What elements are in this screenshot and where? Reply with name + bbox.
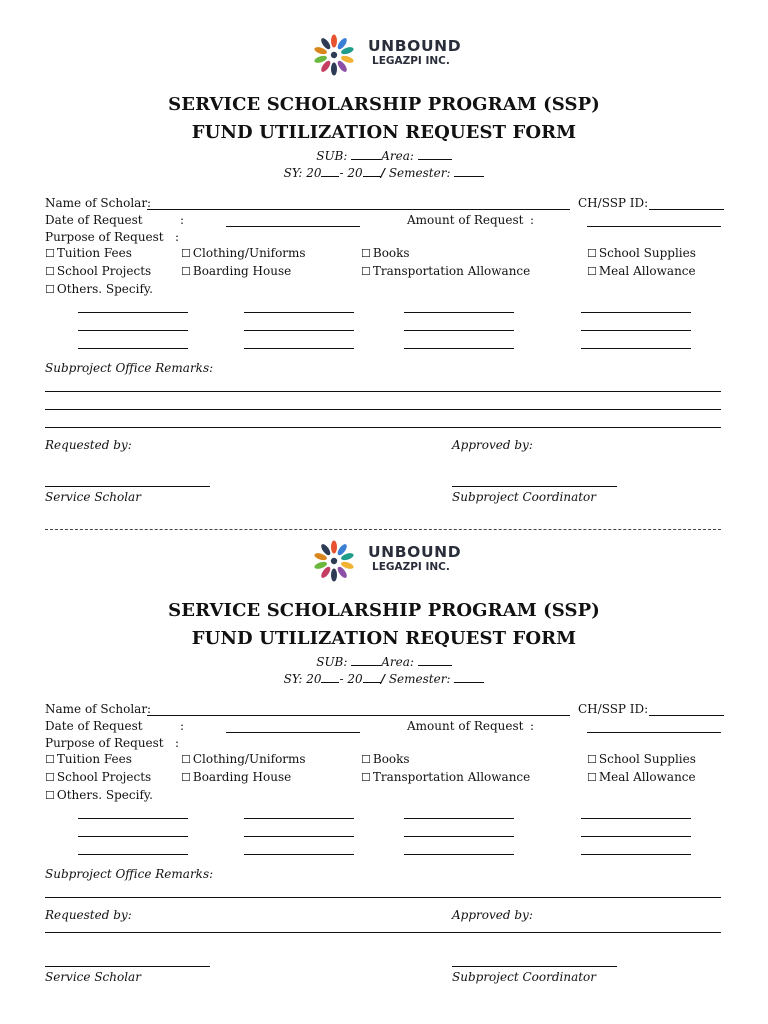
- date-of-request-label: Date of Request: [45, 719, 143, 733]
- sub-label: SUB:: [316, 149, 348, 163]
- date-colon: :: [180, 719, 185, 733]
- area-label: Area:: [381, 149, 414, 163]
- semester-label: Semester:: [388, 166, 451, 180]
- specify-field[interactable]: [244, 330, 354, 331]
- ch-ssp-id-field[interactable]: [649, 209, 724, 210]
- option-label: Books: [372, 246, 410, 260]
- logo-subname: LEGAZPI INC.: [372, 561, 450, 573]
- specify-field[interactable]: [581, 330, 691, 331]
- scholar-signature-line[interactable]: [45, 966, 210, 967]
- checkbox-icon[interactable]: ☐: [181, 247, 191, 260]
- remarks-line[interactable]: [45, 391, 721, 392]
- date-of-request-label: Date of Request: [45, 213, 143, 227]
- specify-field[interactable]: [581, 818, 691, 819]
- option-label: School Projects: [56, 770, 152, 784]
- area-field[interactable]: [418, 149, 452, 160]
- cut-line-divider: [45, 529, 721, 530]
- option-label: Meal Allowance: [598, 770, 696, 784]
- amount-of-request-label: Amount of Request: [407, 213, 524, 227]
- option-label: Clothing/Uniforms: [192, 752, 306, 766]
- checkbox-icon[interactable]: ☐: [587, 247, 597, 260]
- name-of-scholar-field[interactable]: [147, 209, 570, 210]
- scholar-signature-line[interactable]: [45, 486, 210, 487]
- option-label: Boarding House: [192, 770, 292, 784]
- remarks-line[interactable]: [45, 427, 721, 428]
- specify-field[interactable]: [78, 854, 188, 855]
- sy-end-field[interactable]: [363, 672, 381, 683]
- amount-of-request-field[interactable]: [587, 226, 721, 227]
- option-label: Transportation Allowance: [372, 770, 531, 784]
- specify-field[interactable]: [244, 854, 354, 855]
- amount-of-request-label: Amount of Request: [407, 719, 524, 733]
- checkbox-icon[interactable]: ☐: [361, 265, 371, 278]
- checkbox-icon[interactable]: ☐: [45, 789, 55, 802]
- option-books[interactable]: [361, 752, 410, 767]
- name-of-scholar-field[interactable]: [147, 715, 570, 716]
- specify-field[interactable]: [78, 312, 188, 313]
- semester-label: Semester:: [388, 672, 451, 686]
- requested-by-label: Requested by:: [45, 438, 132, 452]
- logo-name: UNBOUND: [368, 37, 462, 55]
- checkbox-icon[interactable]: ☐: [45, 247, 55, 260]
- checkbox-icon[interactable]: ☐: [587, 265, 597, 278]
- approved-by-label: Approved by:: [452, 908, 533, 922]
- amount-colon: :: [530, 719, 535, 733]
- logo-subname: LEGAZPI INC.: [372, 55, 450, 67]
- checkbox-icon[interactable]: ☐: [361, 247, 371, 260]
- option-label: Transportation Allowance: [372, 264, 531, 278]
- remarks-line[interactable]: [45, 932, 721, 933]
- specify-field[interactable]: [404, 836, 514, 837]
- area-field[interactable]: [418, 655, 452, 666]
- sub-area-row: [0, 655, 768, 669]
- option-label: Clothing/Uniforms: [192, 246, 306, 260]
- checkbox-icon[interactable]: ☐: [181, 753, 191, 766]
- unbound-flower-icon: [308, 30, 360, 80]
- sy-end-field[interactable]: [363, 166, 381, 177]
- specify-field[interactable]: [244, 348, 354, 349]
- logo-top: [308, 30, 473, 80]
- option-clothing-uniforms[interactable]: [181, 752, 306, 767]
- service-scholar-caption: Service Scholar: [45, 490, 141, 504]
- sy-semester-row: SY: 20 - 20 / Semester:: [0, 672, 768, 686]
- option-others-specify[interactable]: [45, 788, 153, 803]
- purpose-colon: :: [175, 230, 180, 244]
- specify-field[interactable]: [581, 312, 691, 313]
- name-of-scholar-label: Name of Scholar:: [45, 702, 152, 716]
- form-title-line2: FUND UTILIZATION REQUEST FORM: [191, 628, 577, 649]
- logo-name: UNBOUND: [368, 543, 462, 561]
- coordinator-signature-line[interactable]: [452, 486, 617, 487]
- service-scholar-caption: Service Scholar: [45, 970, 141, 984]
- specify-field[interactable]: [78, 836, 188, 837]
- amount-of-request-field[interactable]: [587, 732, 721, 733]
- option-label: Others. Specify.: [56, 282, 153, 296]
- approved-by-label: Approved by:: [452, 438, 533, 452]
- sy-semester-row: SY: 20 - 20 / Semester:: [0, 166, 768, 180]
- option-boarding-house[interactable]: [181, 770, 291, 785]
- option-tuition-fees[interactable]: [45, 752, 132, 767]
- sy-label: SY: 20: [283, 672, 322, 686]
- subproject-coordinator-caption: Subproject Coordinator: [452, 970, 597, 984]
- logo-bottom: [308, 536, 473, 586]
- specify-field[interactable]: [404, 330, 514, 331]
- checkbox-icon[interactable]: ☐: [361, 771, 371, 784]
- specify-field[interactable]: [404, 854, 514, 855]
- option-meal-allowance[interactable]: [587, 770, 696, 785]
- sy-start-field[interactable]: [321, 166, 339, 177]
- option-label: School Projects: [56, 264, 152, 278]
- checkbox-icon[interactable]: ☐: [181, 265, 191, 278]
- name-of-scholar-label: Name of Scholar:: [45, 196, 152, 210]
- option-label: Tuition Fees: [56, 246, 132, 260]
- specify-field[interactable]: [581, 348, 691, 349]
- option-label: Tuition Fees: [56, 752, 132, 766]
- checkbox-icon[interactable]: ☐: [587, 771, 597, 784]
- specify-field[interactable]: [244, 836, 354, 837]
- ch-ssp-id-label: CH/SSP ID:: [578, 702, 649, 716]
- checkbox-icon[interactable]: ☐: [45, 771, 55, 784]
- purpose-colon: :: [175, 736, 180, 750]
- area-label: Area:: [381, 655, 414, 669]
- specify-field[interactable]: [581, 836, 691, 837]
- date-of-request-field[interactable]: [226, 226, 360, 227]
- specify-field[interactable]: [404, 348, 514, 349]
- option-books[interactable]: [361, 246, 410, 261]
- option-clothing-uniforms[interactable]: [181, 246, 306, 261]
- option-label: Boarding House: [192, 264, 292, 278]
- date-of-request-field[interactable]: [226, 732, 360, 733]
- checkbox-icon[interactable]: ☐: [45, 283, 55, 296]
- sub-field[interactable]: [351, 149, 381, 160]
- ch-ssp-id-label: CH/SSP ID:: [578, 196, 649, 210]
- subproject-remarks-label: Subproject Office Remarks:: [45, 361, 214, 375]
- sy-label: SY: 20: [283, 166, 322, 180]
- date-colon: :: [180, 213, 185, 227]
- sub-area-row: [0, 149, 768, 163]
- checkbox-icon[interactable]: ☐: [181, 771, 191, 784]
- option-meal-allowance[interactable]: [587, 264, 696, 279]
- option-label: Others. Specify.: [56, 788, 153, 802]
- option-school-projects[interactable]: [45, 264, 151, 279]
- sy-dash: - 20: [339, 166, 363, 180]
- form-title-line2: FUND UTILIZATION REQUEST FORM: [191, 122, 577, 143]
- subproject-remarks-label: Subproject Office Remarks:: [45, 867, 214, 881]
- amount-colon: :: [530, 213, 535, 227]
- option-transportation-allowance[interactable]: [361, 770, 530, 785]
- subproject-coordinator-caption: Subproject Coordinator: [452, 490, 597, 504]
- specify-field[interactable]: [244, 818, 354, 819]
- requested-by-label: Requested by:: [45, 908, 132, 922]
- option-school-supplies[interactable]: [587, 246, 696, 261]
- semester-field[interactable]: [454, 166, 484, 177]
- option-label: School Supplies: [598, 246, 696, 260]
- checkbox-icon[interactable]: ☐: [45, 753, 55, 766]
- option-others-specify[interactable]: [45, 282, 153, 297]
- option-tuition-fees[interactable]: [45, 246, 132, 261]
- specify-field[interactable]: [78, 348, 188, 349]
- specify-field[interactable]: [404, 312, 514, 313]
- checkbox-icon[interactable]: ☐: [587, 753, 597, 766]
- form-title-line1: SERVICE SCHOLARSHIP PROGRAM (SSP): [168, 600, 600, 621]
- option-school-supplies[interactable]: [587, 752, 696, 767]
- sy-dash: - 20: [339, 672, 363, 686]
- remarks-line[interactable]: [45, 409, 721, 410]
- option-boarding-house[interactable]: [181, 264, 291, 279]
- specify-field[interactable]: [244, 312, 354, 313]
- purpose-of-request-label: Purpose of Request: [45, 230, 164, 244]
- sub-label: SUB:: [316, 655, 348, 669]
- option-label: School Supplies: [598, 752, 696, 766]
- specify-field[interactable]: [78, 330, 188, 331]
- purpose-of-request-label: Purpose of Request: [45, 736, 164, 750]
- specify-field[interactable]: [78, 818, 188, 819]
- option-transportation-allowance[interactable]: [361, 264, 530, 279]
- checkbox-icon[interactable]: ☐: [45, 265, 55, 278]
- option-label: Meal Allowance: [598, 264, 696, 278]
- checkbox-icon[interactable]: ☐: [361, 753, 371, 766]
- unbound-flower-icon: [308, 536, 360, 586]
- sy-start-field[interactable]: [321, 672, 339, 683]
- remarks-line[interactable]: [45, 897, 721, 898]
- form-title-line1: SERVICE SCHOLARSHIP PROGRAM (SSP): [168, 94, 600, 115]
- specify-field[interactable]: [581, 854, 691, 855]
- coordinator-signature-line[interactable]: [452, 966, 617, 967]
- ch-ssp-id-field[interactable]: [649, 715, 724, 716]
- option-school-projects[interactable]: [45, 770, 151, 785]
- option-label: Books: [372, 752, 410, 766]
- specify-field[interactable]: [404, 818, 514, 819]
- semester-field[interactable]: [454, 672, 484, 683]
- sub-field[interactable]: [351, 655, 381, 666]
